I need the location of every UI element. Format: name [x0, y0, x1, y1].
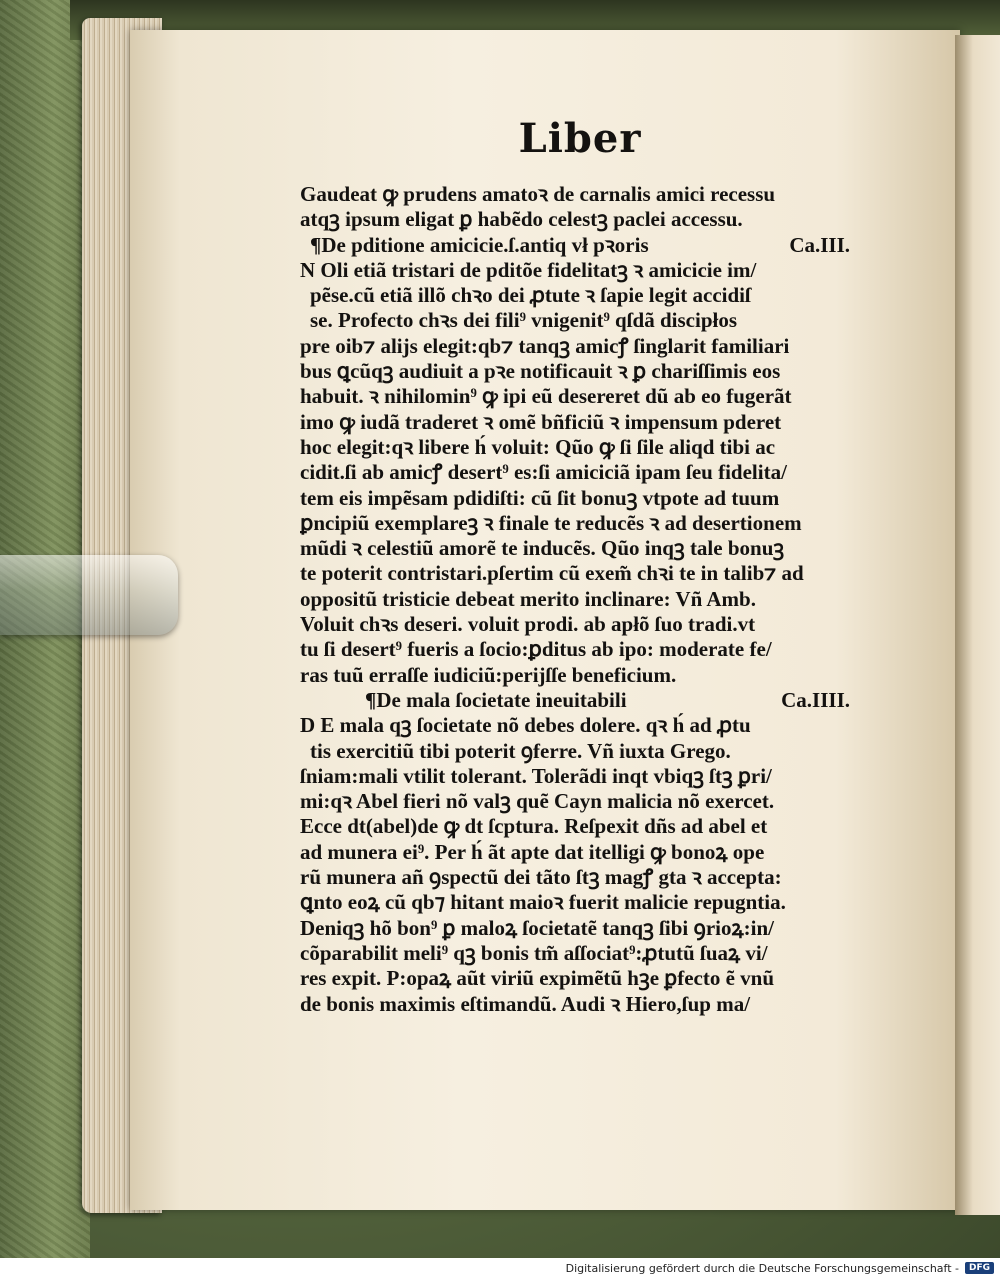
footer-bar	[0, 1258, 1000, 1278]
text-line: bus ꝗcũqꝫ audiuit a pꝛe notificauit ꝛ ꝑ chariſſimis eos	[300, 359, 781, 384]
chapter-number: Ca.IIII.	[781, 687, 850, 712]
text-line: de bonis maximis eſtimandũ. Audi ꝛ Hiero,ſup ma/	[300, 991, 751, 1016]
footer-credit: Digitalisierung gefördert durch die Deutsche Forschungsgemeinschaft -	[565, 1261, 959, 1275]
text-line: ad munera ei⁹. Per h́ ãt apte dat itelligi ꝙ bonoꝝ ope	[300, 839, 765, 864]
glass-strap	[0, 555, 178, 635]
page-text-block	[300, 115, 860, 1017]
text-line: mũdi ꝛ celestiũ amorẽ te inducẽs. Qũo inqꝫ tale bonuꝫ	[300, 536, 785, 561]
text-line: atqꝫ ipsum eligat ꝑ habẽdo celestꝫ paclei accessu.	[300, 207, 743, 232]
facing-page-edge	[955, 35, 1000, 1215]
text-line: tu ſi desert⁹ fueris a ſocio:ꝑditus ab ipo: moderate fe/	[300, 637, 772, 662]
dfg-logo: DFG	[965, 1262, 994, 1274]
text-line: ſniam:mali vtilit tolerant. Tolerãdi inqt vbiqꝫ ſtꝫ ꝑri/	[300, 763, 772, 788]
text-line: oppositũ tristicie debeat merito inclinare: Vñ Amb.	[300, 586, 756, 611]
text-line: cidit.ſi ab amicꝭ desert⁹ es:ſi amiciciã ipam ſeu fidelita/	[300, 460, 787, 485]
text-line: Gaudeat ꝙ prudens amatoꝛ de carnalis amici recessu	[300, 182, 776, 206]
text-line: ras tuũ erraſſe iudiciũ:perijſſe beneficium.	[300, 662, 677, 687]
text-line: pẽse.cũ etiã illõ chꝛo dei ꝓtute ꝛ ſapie legit accidiſ	[310, 283, 751, 308]
page-heading: Liber	[518, 115, 642, 162]
text-line	[300, 233, 860, 258]
text-line: te poterit contristari.pſertim cũ exem̃ chꝛi te in talib⁊ ad	[300, 561, 804, 586]
text-line: cõparabilit meli⁹ qꝫ bonis tm̃ aſſociat⁹:ꝓtutũ ſuaꝝ vi/	[300, 940, 768, 965]
text-line: se. Profecto chꝛs dei fili⁹ vnigenit⁹ qſdã discipłos	[310, 308, 738, 333]
text-line: N Oli etiã tristari de pditõe fidelitatꝫ ꝛ amicicie im/	[300, 257, 757, 282]
text-line: Voluit chꝛs deseri. voluit prodi. ab apłõ ſuo tradi.vt	[300, 612, 756, 637]
text-line: pre oib⁊ alijs elegit:qb⁊ tanqꝫ amicꝭ ſinglarit familiari	[300, 333, 790, 358]
text-line: tem eis impẽsam pdidiſti: cũ ſit bonuꝫ vtpote ad tuum	[300, 485, 780, 510]
text-line: rũ munera añ ꝯspectũ dei tãto ſtꝫ magꝭ gta ꝛ accepta:	[300, 865, 782, 890]
text-line: Deniqꝫ hõ bon⁹ ꝑ maloꝝ ſocietatẽ tanqꝫ ſibi ꝯrioꝝ:in/	[300, 915, 774, 940]
text-line: ꝗnto eoꝝ cũ qb⁊ hitant maioꝛ fuerit malicie repugntia.	[300, 890, 786, 915]
text-line: mi:qꝛ Abel fieri nõ valꝫ quẽ Cayn malicia nõ exercet.	[300, 789, 775, 814]
text-line: res expit. P:opaꝝ aũt viriũ expimẽtũ hꝫe ꝑfecto ẽ vnũ	[300, 966, 775, 991]
text-line: hoc elegit:qꝛ libere h́ voluit: Qũo ꝙ ſi ſile aliqd tibi ac	[300, 434, 776, 459]
rubric-title: ¶De mala ſocietate ineuitabili	[365, 687, 627, 712]
text-line: D E mala qꝫ ſocietate nõ debes dolere. qꝛ h́ ad ꝓtu	[300, 713, 751, 738]
text-line: ꝑncipiũ exemplareꝫ ꝛ finale te reducẽs ꝛ ad desertionem	[300, 510, 802, 535]
text-line: Ecce dt(abel)de ꝙ dt ſcptura. Reſpexit dñs ad abel et	[300, 814, 768, 839]
text-line	[300, 688, 860, 713]
chapter-number: Ca.III.	[789, 232, 850, 257]
text-line: tis exercitiũ tibi poterit ꝯferre. Vñ iuxta Grego.	[310, 738, 731, 763]
rubric-title: ¶De pditione amicicie.ſ.antiq vł pꝛoris	[310, 232, 649, 257]
text-line: habuit. ꝛ nihilomin⁹ ꝙ ipi eũ desereret dũ ab eo fugerãt	[300, 384, 792, 409]
text-lines	[300, 182, 860, 1017]
text-line: imo ꝙ iudã traderet ꝛ omẽ bñficiũ ꝛ impensum pderet	[300, 409, 782, 434]
